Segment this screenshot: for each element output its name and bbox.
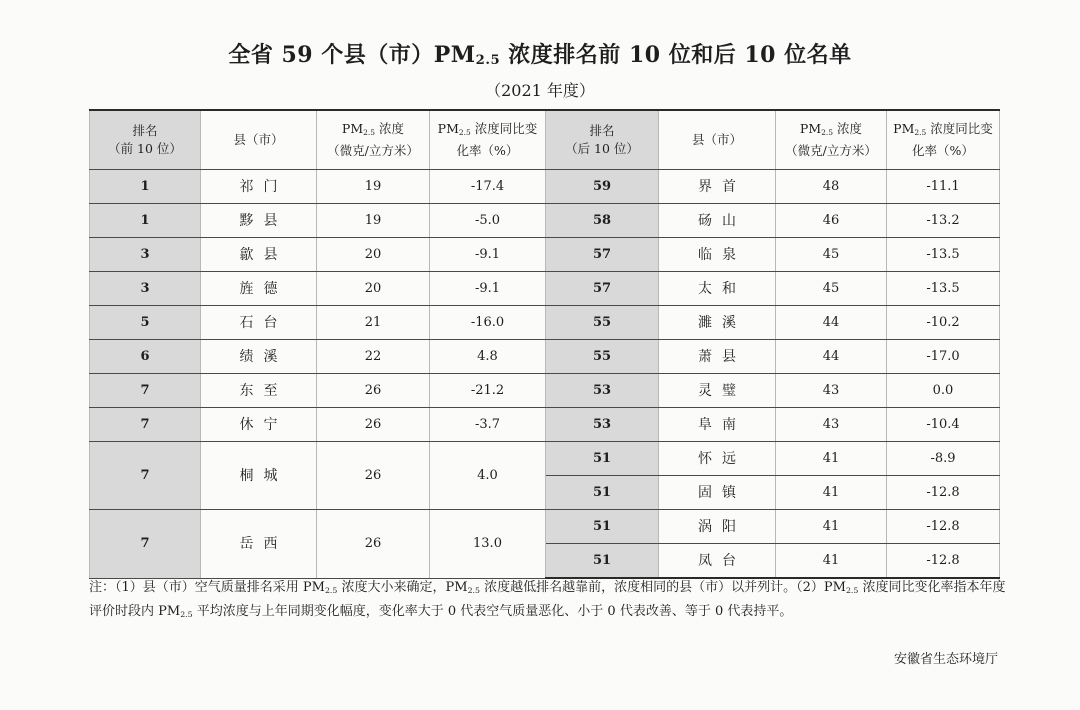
top-county: 旌德 xyxy=(201,272,317,306)
top-county: 歙县 xyxy=(201,238,317,272)
bottom-rank: 59 xyxy=(546,170,659,204)
top-change: 4.8 xyxy=(430,340,546,374)
bottom-change: -12.8 xyxy=(887,476,1000,510)
header-row xyxy=(90,110,1000,170)
table-row xyxy=(90,510,1000,544)
bottom-conc: 45 xyxy=(776,272,887,306)
bottom-county: 濉溪 xyxy=(659,306,776,340)
top-county: 桐城 xyxy=(201,442,317,510)
top-rank: 7 xyxy=(90,408,201,442)
ranking-table xyxy=(89,109,1000,579)
top-change: -5.0 xyxy=(430,204,546,238)
top-rank: 7 xyxy=(90,374,201,408)
bottom-change: -10.4 xyxy=(887,408,1000,442)
bottom-change: -8.9 xyxy=(887,442,1000,476)
document-title: 全省 59 个县（市）$PM_{2.5}$ 浓度排名前 10 位和后 10 位名单 xyxy=(228,42,852,68)
header-rank-top-line1: 排名 xyxy=(132,123,158,138)
top-change: 13.0 xyxy=(430,510,546,579)
top-conc: 22 xyxy=(317,340,430,374)
header-conc-bottom-line1: $PM_{2.5}$ 浓度 xyxy=(799,121,863,137)
header-conc-top xyxy=(317,110,430,170)
top-conc: 19 xyxy=(317,170,430,204)
bottom-county: 固镇 xyxy=(659,476,776,510)
header-rank-bottom xyxy=(546,110,659,170)
bottom-change: -11.1 xyxy=(887,170,1000,204)
header-change-top-line1: $PM_{2.5}$ 浓度同比变 xyxy=(437,121,538,137)
top-conc: 21 xyxy=(317,306,430,340)
top-change: -3.7 xyxy=(430,408,546,442)
bottom-conc: 41 xyxy=(776,544,887,579)
header-rank-top xyxy=(90,110,201,170)
bottom-change: -13.2 xyxy=(887,204,1000,238)
bottom-conc: 44 xyxy=(776,340,887,374)
table-row xyxy=(90,238,1000,272)
bottom-county: 砀山 xyxy=(659,204,776,238)
bottom-rank: 51 xyxy=(546,442,659,476)
bottom-conc: 46 xyxy=(776,204,887,238)
issuing-organization: 安徽省生态环境厅 xyxy=(893,652,998,667)
bottom-rank: 53 xyxy=(546,374,659,408)
bottom-rank: 51 xyxy=(546,544,659,579)
bottom-county: 怀远 xyxy=(659,442,776,476)
bottom-rank: 51 xyxy=(546,510,659,544)
bottom-change: 0.0 xyxy=(887,374,1000,408)
top-county: 石台 xyxy=(201,306,317,340)
bottom-conc: 48 xyxy=(776,170,887,204)
bottom-county: 太和 xyxy=(659,272,776,306)
header-conc-bottom-line2: （微克/立方米） xyxy=(785,143,877,158)
bottom-county: 涡阳 xyxy=(659,510,776,544)
top-rank: 3 xyxy=(90,238,201,272)
top-conc: 26 xyxy=(317,510,430,579)
header-conc-top-line2: （微克/立方米） xyxy=(327,143,419,158)
header-change-top-line2: 化率（%） xyxy=(456,143,519,158)
top-county: 绩溪 xyxy=(201,340,317,374)
bottom-change: -12.8 xyxy=(887,544,1000,579)
top-rank: 1 xyxy=(90,170,201,204)
top-conc: 26 xyxy=(317,408,430,442)
top-conc: 26 xyxy=(317,374,430,408)
header-rank-top-line2: （前 10 位） xyxy=(108,141,182,156)
top-change: -16.0 xyxy=(430,306,546,340)
header-change-top xyxy=(430,110,546,170)
top-change: 4.0 xyxy=(430,442,546,510)
bottom-county: 临泉 xyxy=(659,238,776,272)
header-rank-bottom-line2: （后 10 位） xyxy=(565,141,639,156)
header-change-bottom xyxy=(887,110,1000,170)
top-rank: 7 xyxy=(90,442,201,510)
bottom-conc: 41 xyxy=(776,442,887,476)
table-row xyxy=(90,442,1000,476)
header-rank-bottom-line1: 排名 xyxy=(589,123,615,138)
table-row xyxy=(90,374,1000,408)
top-rank: 3 xyxy=(90,272,201,306)
top-change: -21.2 xyxy=(430,374,546,408)
bottom-conc: 45 xyxy=(776,238,887,272)
bottom-rank: 51 xyxy=(546,476,659,510)
bottom-county: 萧县 xyxy=(659,340,776,374)
top-county: 岳西 xyxy=(201,510,317,579)
top-conc: 26 xyxy=(317,442,430,510)
bottom-conc: 43 xyxy=(776,374,887,408)
bottom-conc: 44 xyxy=(776,306,887,340)
header-conc-top-line1: $PM_{2.5}$ 浓度 xyxy=(341,121,405,137)
bottom-conc: 41 xyxy=(776,510,887,544)
top-rank: 5 xyxy=(90,306,201,340)
table-row xyxy=(90,272,1000,306)
bottom-change: -10.2 xyxy=(887,306,1000,340)
top-county: 黟县 xyxy=(201,204,317,238)
bottom-change: -12.8 xyxy=(887,510,1000,544)
top-change: -9.1 xyxy=(430,272,546,306)
bottom-change: -13.5 xyxy=(887,238,1000,272)
top-rank: 7 xyxy=(90,510,201,579)
bottom-rank: 58 xyxy=(546,204,659,238)
top-county: 祁门 xyxy=(201,170,317,204)
bottom-rank: 55 xyxy=(546,340,659,374)
bottom-change: -17.0 xyxy=(887,340,1000,374)
table-row xyxy=(90,340,1000,374)
top-change: -17.4 xyxy=(430,170,546,204)
table-row xyxy=(90,170,1000,204)
header-county-top: 县（市） xyxy=(201,110,317,170)
bottom-county: 凤台 xyxy=(659,544,776,579)
bottom-county: 界首 xyxy=(659,170,776,204)
top-county: 休宁 xyxy=(201,408,317,442)
bottom-conc: 43 xyxy=(776,408,887,442)
document-subtitle: （2021 年度） xyxy=(485,81,595,100)
top-change: -9.1 xyxy=(430,238,546,272)
table-row xyxy=(90,408,1000,442)
table-row xyxy=(90,306,1000,340)
top-conc: 19 xyxy=(317,204,430,238)
table-row xyxy=(90,204,1000,238)
bottom-rank: 55 xyxy=(546,306,659,340)
top-county: 东至 xyxy=(201,374,317,408)
header-change-bottom-line1: $PM_{2.5}$ 浓度同比变 xyxy=(893,121,993,137)
top-rank: 6 xyxy=(90,340,201,374)
header-county-bottom: 县（市） xyxy=(659,110,776,170)
top-conc: 20 xyxy=(317,238,430,272)
bottom-rank: 53 xyxy=(546,408,659,442)
bottom-rank: 57 xyxy=(546,272,659,306)
header-conc-bottom xyxy=(776,110,887,170)
bottom-county: 阜南 xyxy=(659,408,776,442)
bottom-county: 灵璧 xyxy=(659,374,776,408)
footnote: 注：（1）县（市）空气质量排名采用 $PM_{2.5}$ 浓度大小来确定，$PM_{2.5}$ 浓度越低排名越靠前，浓度相同的县（市）以并列计。$(2)PM_{2.5}$ 浓度同比变化率指本年度评价时段内 $PM_{2.5}$ 平均浓度与上年同期变化幅度，变化率大于 0 代表空气质量恶化、小于 0 代表改善、等于 0 代表持平。 xyxy=(89,580,1006,619)
bottom-rank: 57 xyxy=(546,238,659,272)
top-conc: 20 xyxy=(317,272,430,306)
header-change-bottom-line2: 化率（%） xyxy=(912,143,974,158)
bottom-conc: 41 xyxy=(776,476,887,510)
bottom-change: -13.5 xyxy=(887,272,1000,306)
top-rank: 1 xyxy=(90,204,201,238)
